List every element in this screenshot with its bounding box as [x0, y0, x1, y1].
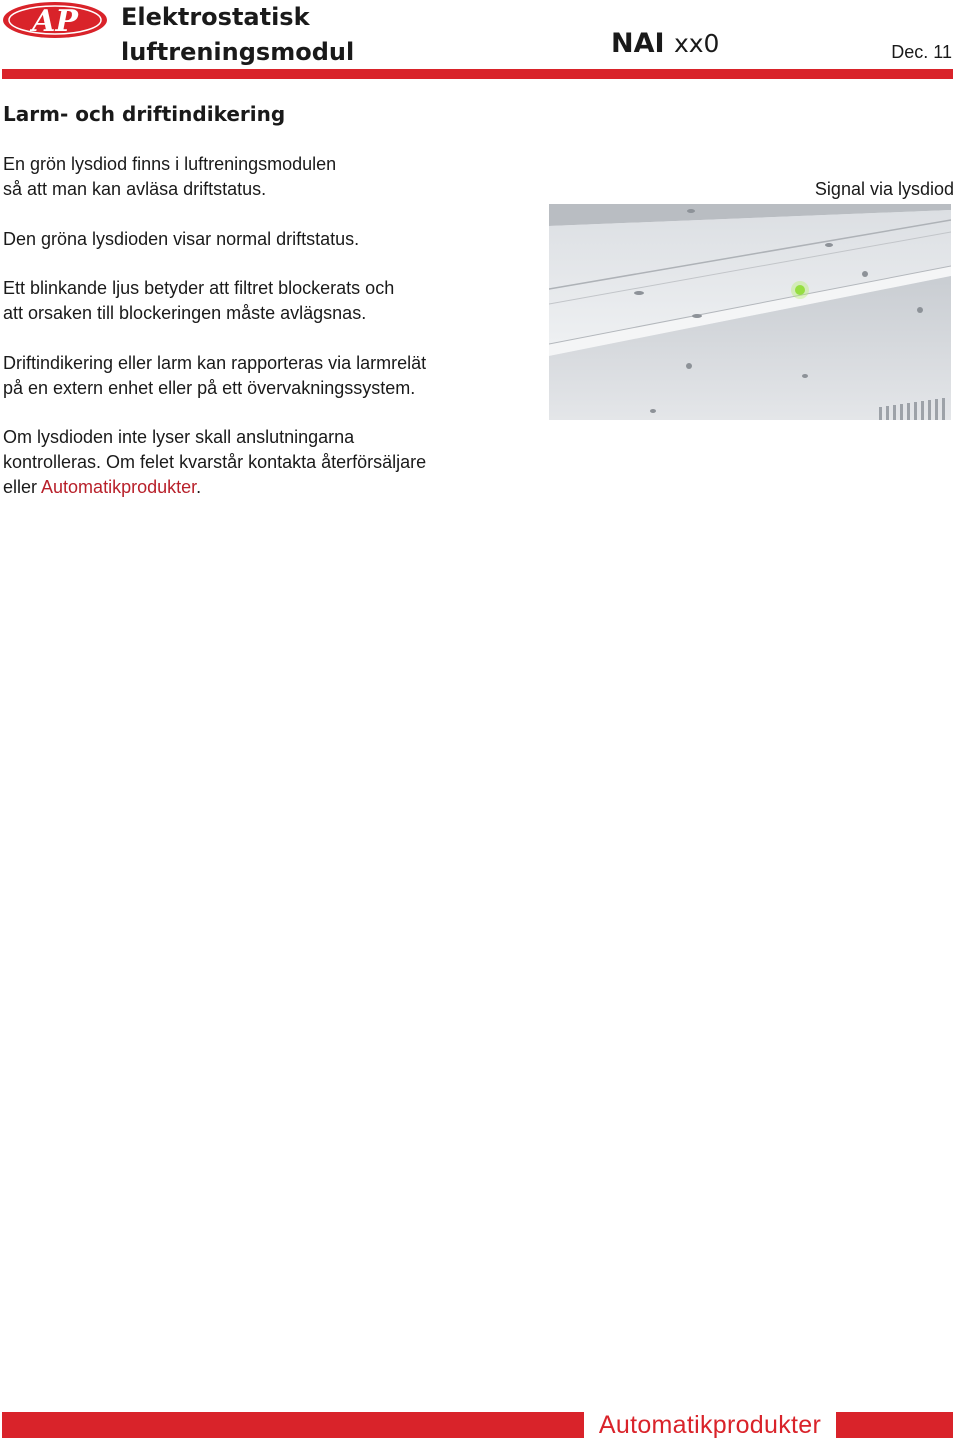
- text-line: att orsaken till blockeringen måste avlägsnas.: [3, 303, 367, 323]
- text-line: En grön lysdiod finns i luftreningsmodulen: [3, 154, 337, 174]
- text-line: [3, 475, 523, 500]
- led-photo: [549, 204, 951, 420]
- title-line-1: Elektrostatisk: [121, 3, 310, 31]
- header-divider: [2, 69, 953, 79]
- section-heading: Larm- och driftindikering: [3, 102, 286, 126]
- paragraph-led-intro: [3, 152, 523, 202]
- text-line: Ett blinkande ljus betyder att filtret blockerats och: [3, 278, 395, 298]
- paragraph-blinking-light: [3, 276, 523, 326]
- paragraph-normal-status: [3, 227, 523, 252]
- figure-caption: Signal via lysdiod: [814, 179, 954, 199]
- model-suffix: xx0: [673, 29, 720, 58]
- paragraph-alarm-relay: [3, 351, 523, 401]
- model-main: NAI: [611, 28, 665, 59]
- text-line: kontrolleras. Om felet kvarstår kontakta återförsäljare: [3, 452, 427, 472]
- text-line: på en extern enhet eller på ett övervakningssystem.: [3, 378, 416, 398]
- text-suffix: .: [196, 477, 202, 497]
- document-title: [121, 0, 354, 70]
- ap-logo: [2, 1, 108, 39]
- title-line-2: luftreningsmodul: [121, 38, 355, 66]
- footer-brand: Automatikprodukter: [584, 1412, 836, 1438]
- model-number: [611, 28, 719, 59]
- svg-text:AP: AP: [32, 4, 78, 39]
- paragraph-troubleshooting: [3, 425, 523, 500]
- document-date: Dec. 11: [891, 42, 952, 62]
- text-line: Om lysdioden inte lyser skall anslutningarna: [3, 427, 355, 447]
- text-prefix: eller: [3, 477, 42, 497]
- text-line: så att man kan avläsa driftstatus.: [3, 179, 267, 199]
- text-line: Den gröna lysdioden visar normal driftstatus.: [3, 229, 360, 249]
- text-line: Driftindikering eller larm kan rapporteras via larmrelät: [3, 353, 427, 373]
- automatikprodukter-link[interactable]: Automatikprodukter: [41, 477, 197, 497]
